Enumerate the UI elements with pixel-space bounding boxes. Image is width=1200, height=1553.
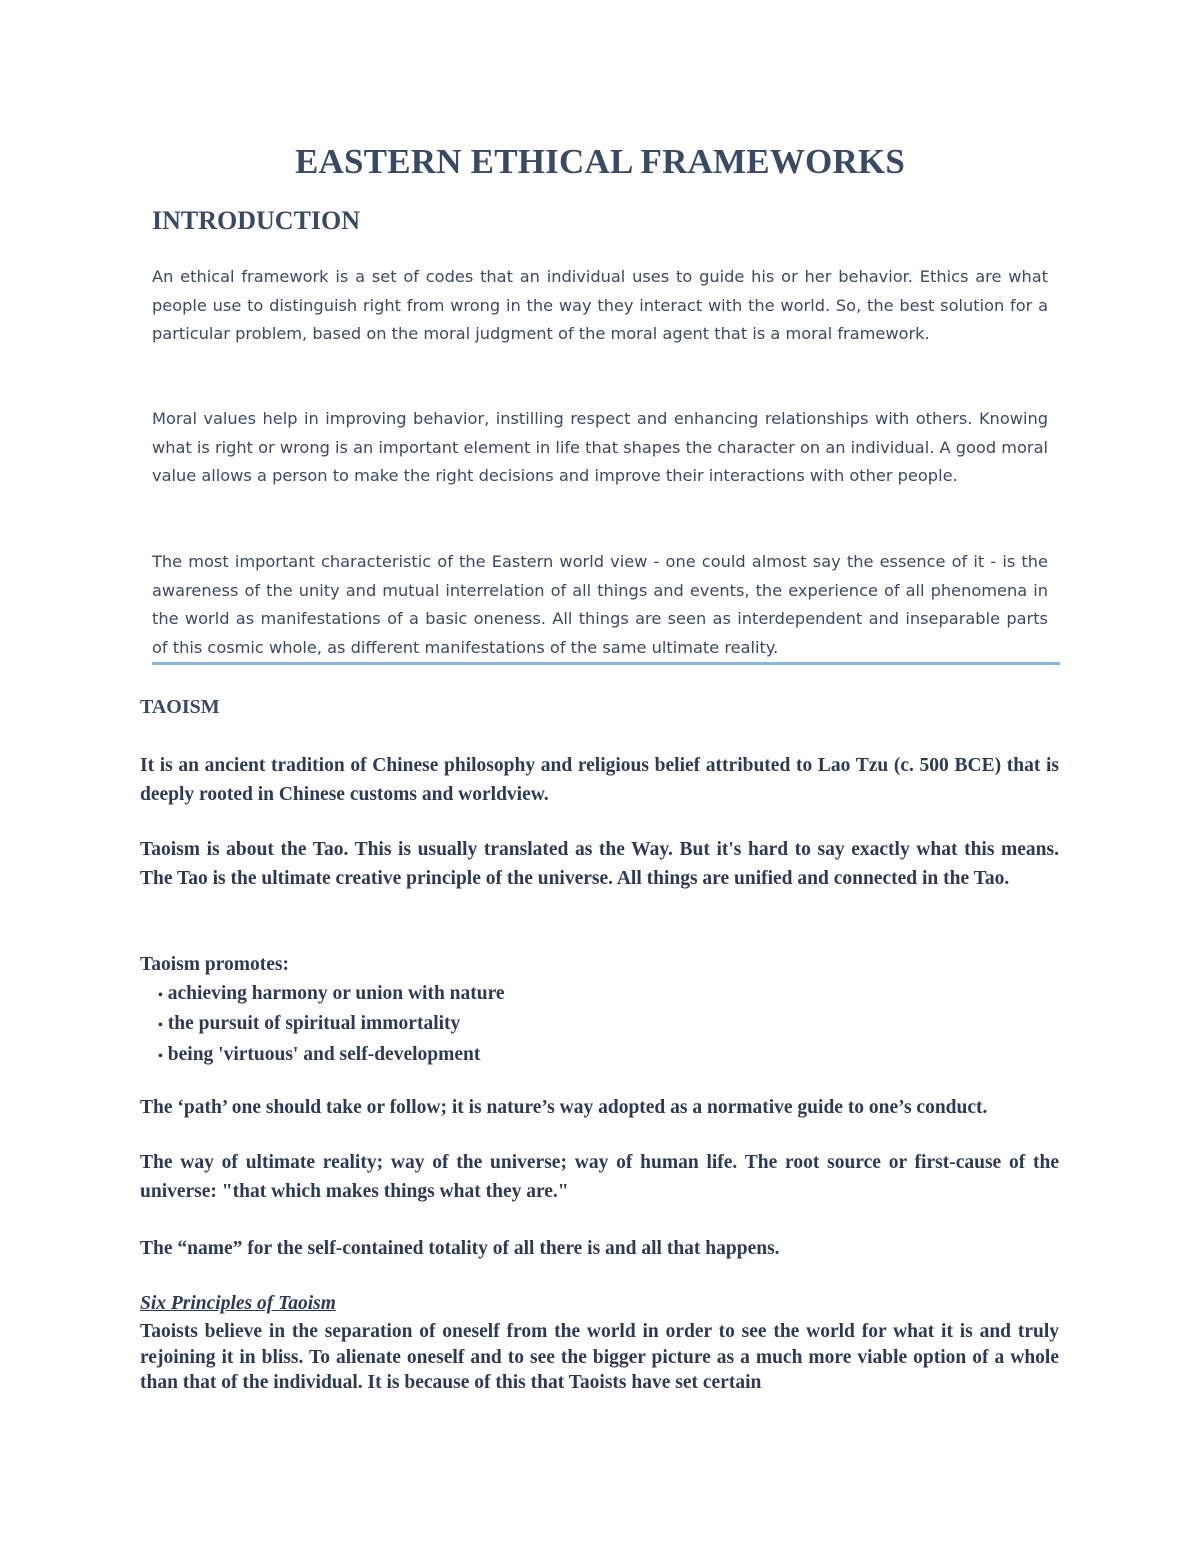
six-principles-heading: Six Principles of Taoism xyxy=(140,1293,336,1314)
taoism-paragraph-5: The “name” for the self-contained totality of all there is and all that happens. xyxy=(140,1238,780,1259)
taoism-paragraph-2: Taoism is about the Tao. This is usually translated as the Way. But it's hard to say exactly what this means. The Tao is the ultimate creative principle of the universe. All things are unified and connected in the Tao. xyxy=(140,839,1059,889)
list-item-text: the pursuit of spiritual immortality xyxy=(167,1013,461,1035)
list-item-text: achieving harmony or union with nature xyxy=(167,982,505,1004)
list-item xyxy=(140,1010,1059,1041)
taoism-promotes-block xyxy=(140,951,1059,1071)
list-item xyxy=(140,1041,1059,1072)
taoism-paragraph-6: Taoists believe in the separation of oneself from the world in order to see the world for what it is and truly rejoining it in bliss. To alienate oneself and to see the bigger picture as a much more viable option of a whole than that of the individual. It is because of this that Taoists have set certain xyxy=(140,1321,1059,1393)
list-item xyxy=(140,980,1059,1011)
document-title: EASTERN ETHICAL FRAMEWORKS xyxy=(294,142,906,181)
bullet-icon: • xyxy=(158,1018,163,1034)
taoism-promotes-list xyxy=(140,980,1059,1072)
section-divider xyxy=(152,662,1060,665)
intro-paragraph-1: An ethical framework is a set of codes that an individual uses to guide his or her behavior. Ethics are what people use to distinguish right from wrong in the way they interact with the world. So, the best solution for a particular problem, based on the moral judgment of the moral agent that is a moral framework. xyxy=(152,267,1048,344)
taoism-paragraph-3: The ‘path’ one should take or follow; it is nature’s way adopted as a normative guide to one’s conduct. xyxy=(140,1097,988,1118)
intro-paragraph-2: Moral values help in improving behavior, instilling respect and enhancing relationships with others. Knowing what is right or wrong is an important element in life that shapes the character on an individual. A good moral value allows a person to make the right decisions and improve their interactions with other people. xyxy=(152,409,1048,486)
taoism-heading: TAOISM xyxy=(140,696,220,718)
taoism-paragraph-4: The way of ultimate reality; way of the universe; way of human life. The root source or first-cause of the universe: "that which makes things what they are." xyxy=(140,1152,1059,1202)
taoism-promotes-label: Taoism promotes: xyxy=(140,954,289,975)
taoism-paragraph-1: It is an ancient tradition of Chinese philosophy and religious belief attributed to Lao Tzu (c. 500 BCE) that is deeply rooted in Chinese customs and worldview. xyxy=(140,755,1059,805)
bullet-icon: • xyxy=(158,987,163,1003)
intro-paragraph-3: The most important characteristic of the Eastern world view - one could almost say the essence of it - is the awareness of the unity and mutual interrelation of all things and events, the experience of all phenomena in the world as manifestations of a basic oneness. All things are seen as interdependent and inseparable parts of this cosmic whole, as different manifestations of the same ultimate reality. xyxy=(152,552,1048,657)
introduction-heading: INTRODUCTION xyxy=(152,206,361,235)
bullet-icon: • xyxy=(158,1048,163,1064)
list-item-text: being 'virtuous' and self-development xyxy=(167,1043,481,1065)
